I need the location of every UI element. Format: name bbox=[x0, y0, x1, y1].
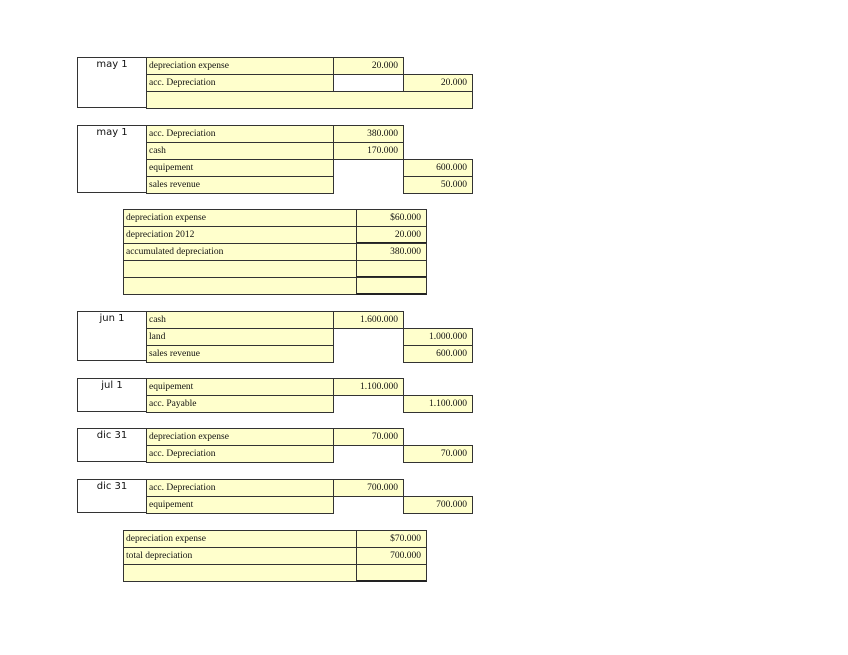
summary-label[interactable]: accumulated depreciation bbox=[123, 243, 357, 261]
summary-label[interactable]: total depreciation bbox=[123, 547, 357, 565]
account-cell[interactable]: sales revenue bbox=[146, 345, 334, 363]
account-cell[interactable] bbox=[146, 91, 473, 109]
account-cell[interactable]: land bbox=[146, 328, 334, 346]
debit-cell[interactable] bbox=[333, 74, 404, 92]
entry-date: dic 31 bbox=[77, 479, 147, 513]
summary-value[interactable] bbox=[356, 277, 427, 295]
credit-cell[interactable]: 600.000 bbox=[403, 159, 473, 177]
credit-cell[interactable]: 20.000 bbox=[403, 74, 473, 92]
entry-date: may 1 bbox=[77, 125, 147, 193]
account-cell[interactable]: acc. Depreciation bbox=[146, 479, 334, 497]
account-cell[interactable]: cash bbox=[146, 142, 334, 160]
credit-cell[interactable]: 700.000 bbox=[403, 496, 473, 514]
summary-label[interactable] bbox=[123, 277, 357, 295]
account-cell[interactable]: sales revenue bbox=[146, 176, 334, 194]
account-cell[interactable]: cash bbox=[146, 311, 334, 329]
credit-cell[interactable]: 70.000 bbox=[403, 445, 473, 463]
account-cell[interactable]: acc. Depreciation bbox=[146, 445, 334, 463]
account-cell[interactable]: equipement bbox=[146, 496, 334, 514]
account-cell[interactable]: equipement bbox=[146, 159, 334, 177]
summary-label[interactable]: depreciation expense bbox=[123, 209, 357, 227]
account-cell[interactable]: acc. Depreciation bbox=[146, 125, 334, 143]
debit-cell[interactable]: 170.000 bbox=[333, 142, 404, 160]
summary-label[interactable] bbox=[123, 564, 357, 582]
account-cell[interactable]: depreciation expense bbox=[146, 57, 334, 75]
debit-cell[interactable]: 1.100.000 bbox=[333, 378, 404, 396]
debit-cell[interactable]: 380.000 bbox=[333, 125, 404, 143]
summary-value[interactable]: $60.000 bbox=[356, 209, 427, 227]
summary-value[interactable]: $70.000 bbox=[356, 530, 427, 548]
summary-value[interactable]: 380.000 bbox=[356, 243, 427, 261]
debit-cell[interactable]: 700.000 bbox=[333, 479, 404, 497]
summary-value[interactable]: 700.000 bbox=[356, 547, 427, 565]
summary-value[interactable] bbox=[356, 260, 427, 278]
entry-date: jun 1 bbox=[77, 311, 147, 361]
account-cell[interactable]: acc. Payable bbox=[146, 395, 334, 413]
credit-cell[interactable]: 600.000 bbox=[403, 345, 473, 363]
debit-cell[interactable]: 1.600.000 bbox=[333, 311, 404, 329]
credit-cell[interactable]: 1.100.000 bbox=[403, 395, 473, 413]
account-cell[interactable]: depreciation expense bbox=[146, 428, 334, 446]
summary-label[interactable]: depreciation 2012 bbox=[123, 226, 357, 244]
summary-label[interactable]: depreciation expense bbox=[123, 530, 357, 548]
summary-label[interactable] bbox=[123, 260, 357, 278]
account-cell[interactable]: acc. Depreciation bbox=[146, 74, 334, 92]
entry-date: jul 1 bbox=[77, 378, 147, 412]
credit-cell[interactable]: 1.000.000 bbox=[403, 328, 473, 346]
summary-value[interactable]: 20.000 bbox=[356, 226, 427, 244]
debit-cell[interactable]: 70.000 bbox=[333, 428, 404, 446]
credit-cell[interactable]: 50.000 bbox=[403, 176, 473, 194]
entry-date: may 1 bbox=[77, 57, 147, 108]
entry-date: dic 31 bbox=[77, 428, 147, 462]
debit-cell[interactable]: 20.000 bbox=[333, 57, 404, 75]
summary-value[interactable] bbox=[356, 564, 427, 582]
account-cell[interactable]: equipement bbox=[146, 378, 334, 396]
